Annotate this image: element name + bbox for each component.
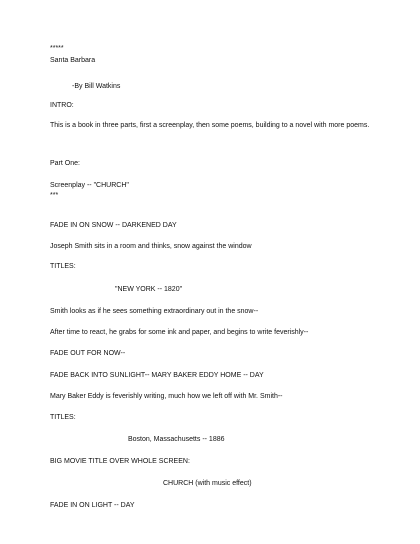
action-line: Smith looks as if he sees something extraordinary out in the snow-- [50, 308, 259, 315]
byline: -By Bill Watkins [72, 83, 121, 90]
transition-line: FADE OUT FOR NOW-- [50, 350, 126, 357]
scene-heading: FADE IN ON LIGHT -- DAY [50, 502, 135, 509]
scene-heading: FADE IN ON SNOW -- DARKENED DAY [50, 222, 177, 229]
screenplay-title: Screenplay -- "CHURCH" [50, 182, 129, 189]
action-line: Joseph Smith sits in a room and thinks, snow against the window [50, 243, 252, 250]
instruction-line: BIG MOVIE TITLE OVER WHOLE SCREEN: [50, 458, 190, 465]
document-title: Santa Barbara [50, 57, 96, 64]
part-heading: Part One: [50, 160, 80, 167]
titles-label: TITLES: [50, 263, 76, 270]
stars-bottom: *** [50, 192, 59, 199]
title-card: "NEW YORK -- 1820" [115, 286, 183, 293]
action-line: After time to react, he grabs for some ink and paper, and begins to write feverishly-- [50, 329, 309, 336]
title-card: Boston, Massachusetts -- 1886 [128, 436, 225, 443]
scene-heading: FADE BACK INTO SUNLIGHT-- MARY BAKER EDDY HOME -- DAY [50, 372, 264, 379]
action-line: Mary Baker Eddy is feverishly writing, much how we left off with Mr. Smith-- [50, 393, 283, 400]
intro-text: This is a book in three parts, first a screenplay, then some poems, building to a novel with more poems. [50, 122, 370, 129]
movie-title: CHURCH (with music effect) [163, 480, 252, 487]
stars-top: ***** [50, 45, 64, 52]
intro-heading: INTRO: [50, 102, 74, 109]
titles-label: TITLES: [50, 414, 76, 421]
